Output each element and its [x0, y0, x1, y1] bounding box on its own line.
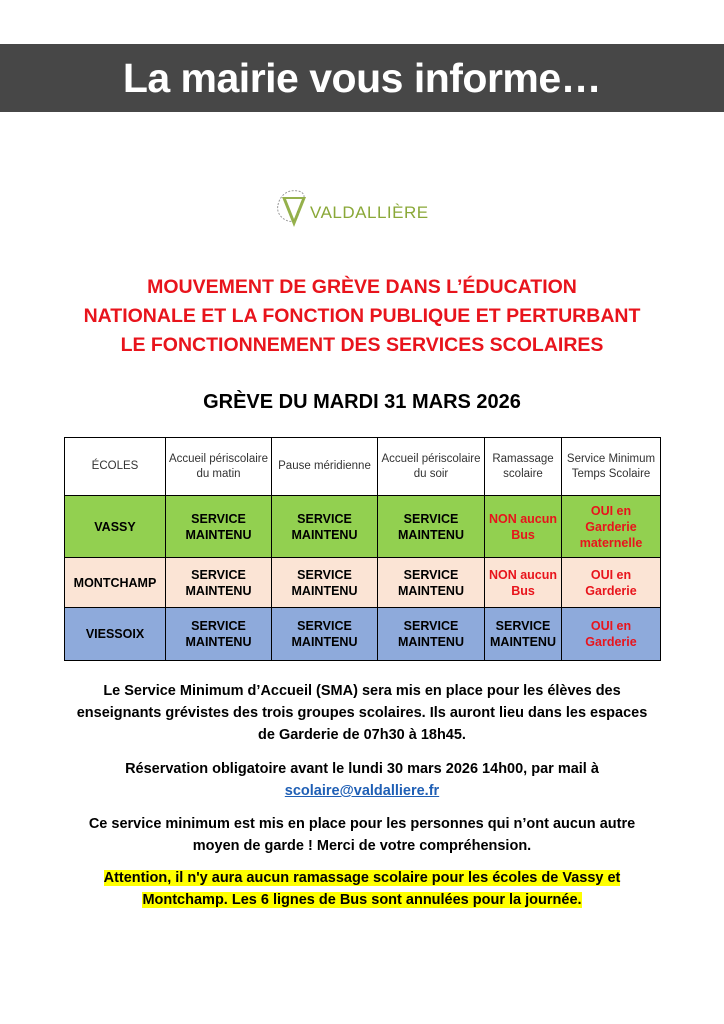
status-cell: OUI en Garderie maternelle: [562, 496, 661, 558]
headline-line: LE FONCTIONNEMENT DES SERVICES SCOLAIRES: [120, 334, 604, 356]
header-cell: Service Minimum Temps Scolaire: [562, 438, 661, 496]
strike-headline: [40, 273, 684, 360]
header-cell: ÉCOLES: [65, 438, 166, 496]
status-cell: NON aucun Bus: [485, 496, 562, 558]
status-cell: SERVICE MAINTENU: [272, 558, 378, 608]
paragraph-line: de Garderie de 07h30 à 18h45.: [258, 727, 466, 743]
status-cell: SERVICE MAINTENU: [272, 496, 378, 558]
status-cell: SERVICE MAINTENU: [166, 558, 272, 608]
paragraph-line: Le Service Minimum d’Accueil (SMA) sera mis en place pour les élèves des: [103, 683, 621, 699]
paragraph-line: enseignants grévistes des trois groupes scolaires. Ils auront lieu dans les espaces: [76, 705, 648, 721]
table-header-row: [65, 438, 661, 496]
status-cell: SERVICE MAINTENU: [378, 558, 485, 608]
highlighted-line: Montchamp. Les 6 lignes de Bus sont annulées pour la journée.: [142, 892, 582, 908]
status-cell: OUI en Garderie: [562, 558, 661, 608]
sma-info-paragraph: [50, 680, 674, 746]
table-row: [65, 496, 661, 558]
paragraph-line: Ce service minimum est mis en place pour les personnes qui n’ont aucun autre: [88, 816, 636, 832]
header-cell: Ramassage scolaire: [485, 438, 562, 496]
header-cell: Accueil périscolaire du soir: [378, 438, 485, 496]
school-cell: MONTCHAMP: [65, 558, 166, 608]
header-banner: [0, 44, 724, 112]
paragraph-line: moyen de garde ! Merci de votre compréhension.: [192, 838, 532, 854]
logo-brand-text: VALDALLIÈRE: [310, 203, 429, 222]
status-cell: OUI en Garderie: [562, 608, 661, 661]
status-cell: NON aucun Bus: [485, 558, 562, 608]
status-cell: SERVICE MAINTENU: [485, 608, 562, 661]
school-cell: VASSY: [65, 496, 166, 558]
status-cell: SERVICE MAINTENU: [378, 608, 485, 661]
valdalliere-logo: [272, 183, 432, 233]
services-table: [64, 437, 661, 661]
email-link[interactable]: scolaire@valdalliere.fr: [284, 783, 440, 799]
minimum-service-paragraph: [50, 813, 674, 857]
bus-warning-paragraph: [50, 867, 674, 911]
status-cell: SERVICE MAINTENU: [166, 608, 272, 661]
header-cell: Accueil périscolaire du matin: [166, 438, 272, 496]
reservation-paragraph: [50, 758, 674, 802]
status-cell: SERVICE MAINTENU: [272, 608, 378, 661]
status-cell: SERVICE MAINTENU: [166, 496, 272, 558]
status-cell: SERVICE MAINTENU: [378, 496, 485, 558]
banner-title: La mairie vous informe…: [122, 54, 602, 101]
headline-line: NATIONALE ET LA FONCTION PUBLIQUE ET PERTURBANT: [83, 305, 641, 327]
table-row: [65, 608, 661, 661]
headline-line: MOUVEMENT DE GRÈVE DANS L’ÉDUCATION: [147, 276, 577, 298]
strike-date-title: GRÈVE DU MARDI 31 MARS 2026: [203, 391, 521, 413]
school-cell: VIESSOIX: [65, 608, 166, 661]
header-cell: Pause méridienne: [272, 438, 378, 496]
paragraph-line: Réservation obligatoire avant le lundi 30 mars 2026 14h00, par mail à: [125, 761, 599, 777]
highlighted-line: Attention, il n'y aura aucun ramassage scolaire pour les écoles de Vassy et: [103, 870, 621, 886]
table-row: [65, 558, 661, 608]
